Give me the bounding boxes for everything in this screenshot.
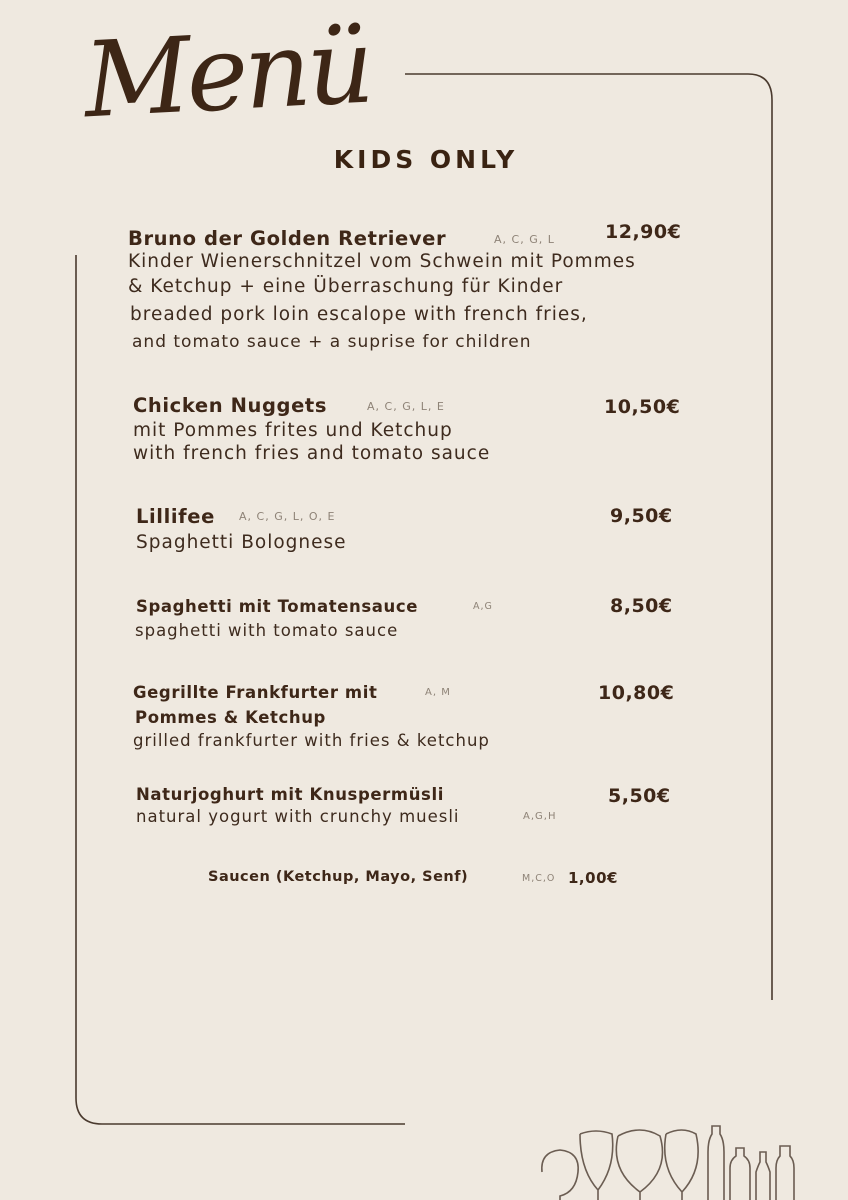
item-price: 10,80€ [598,682,675,704]
item-description-line: mit Pommes frites und Ketchup [133,420,453,441]
item-price: 1,00€ [568,869,618,887]
item-name-line: Pommes & Ketchup [135,708,326,727]
item-price: 9,50€ [610,505,673,527]
item-allergens: A,G,H [523,811,557,822]
item-description-line: grilled frankfurter with fries & ketchup [133,731,490,750]
item-name: Spaghetti mit Tomatensauce [136,597,419,616]
item-name: Naturjoghurt mit Knuspermüsli [136,785,444,804]
item-allergens: A, C, G, L [494,233,555,246]
item-name: Lillifee [136,505,215,528]
item-allergens: A, M [425,687,451,698]
item-description-line: Kinder Wienerschnitzel vom Schwein mit Pommes [128,251,636,272]
item-description-line: spaghetti with tomato sauce [135,621,399,640]
item-description-line: & Ketchup + eine Überraschung für Kinder [128,276,564,297]
item-name-line: Gegrillte Frankfurter mit [133,683,378,702]
item-description-line: breaded pork loin escalope with french fries, [130,304,588,325]
item-price: 5,50€ [608,785,671,807]
item-name: Bruno der Golden Retriever [128,227,447,250]
page-subtitle: KIDS ONLY [333,145,519,174]
item-price: 12,90€ [605,221,682,243]
item-description-line: and tomato sauce + a suprise for children [132,332,532,352]
item-description-line: Spaghetti Bolognese [136,532,347,553]
script-title: Menü [81,4,373,142]
item-description-line: with french fries and tomato sauce [133,443,491,464]
item-description-line: natural yogurt with crunchy muesli [136,807,460,826]
item-allergens: A,G [473,601,493,612]
item-allergens: A, C, G, L, E [367,400,445,413]
item-allergens: M,C,O [522,873,556,884]
item-price: 10,50€ [604,396,681,418]
item-name: Saucen (Ketchup, Mayo, Senf) [208,869,469,885]
item-name: Chicken Nuggets [133,394,328,417]
item-price: 8,50€ [610,595,673,617]
item-allergens: A, C, G, L, O, E [239,510,336,523]
